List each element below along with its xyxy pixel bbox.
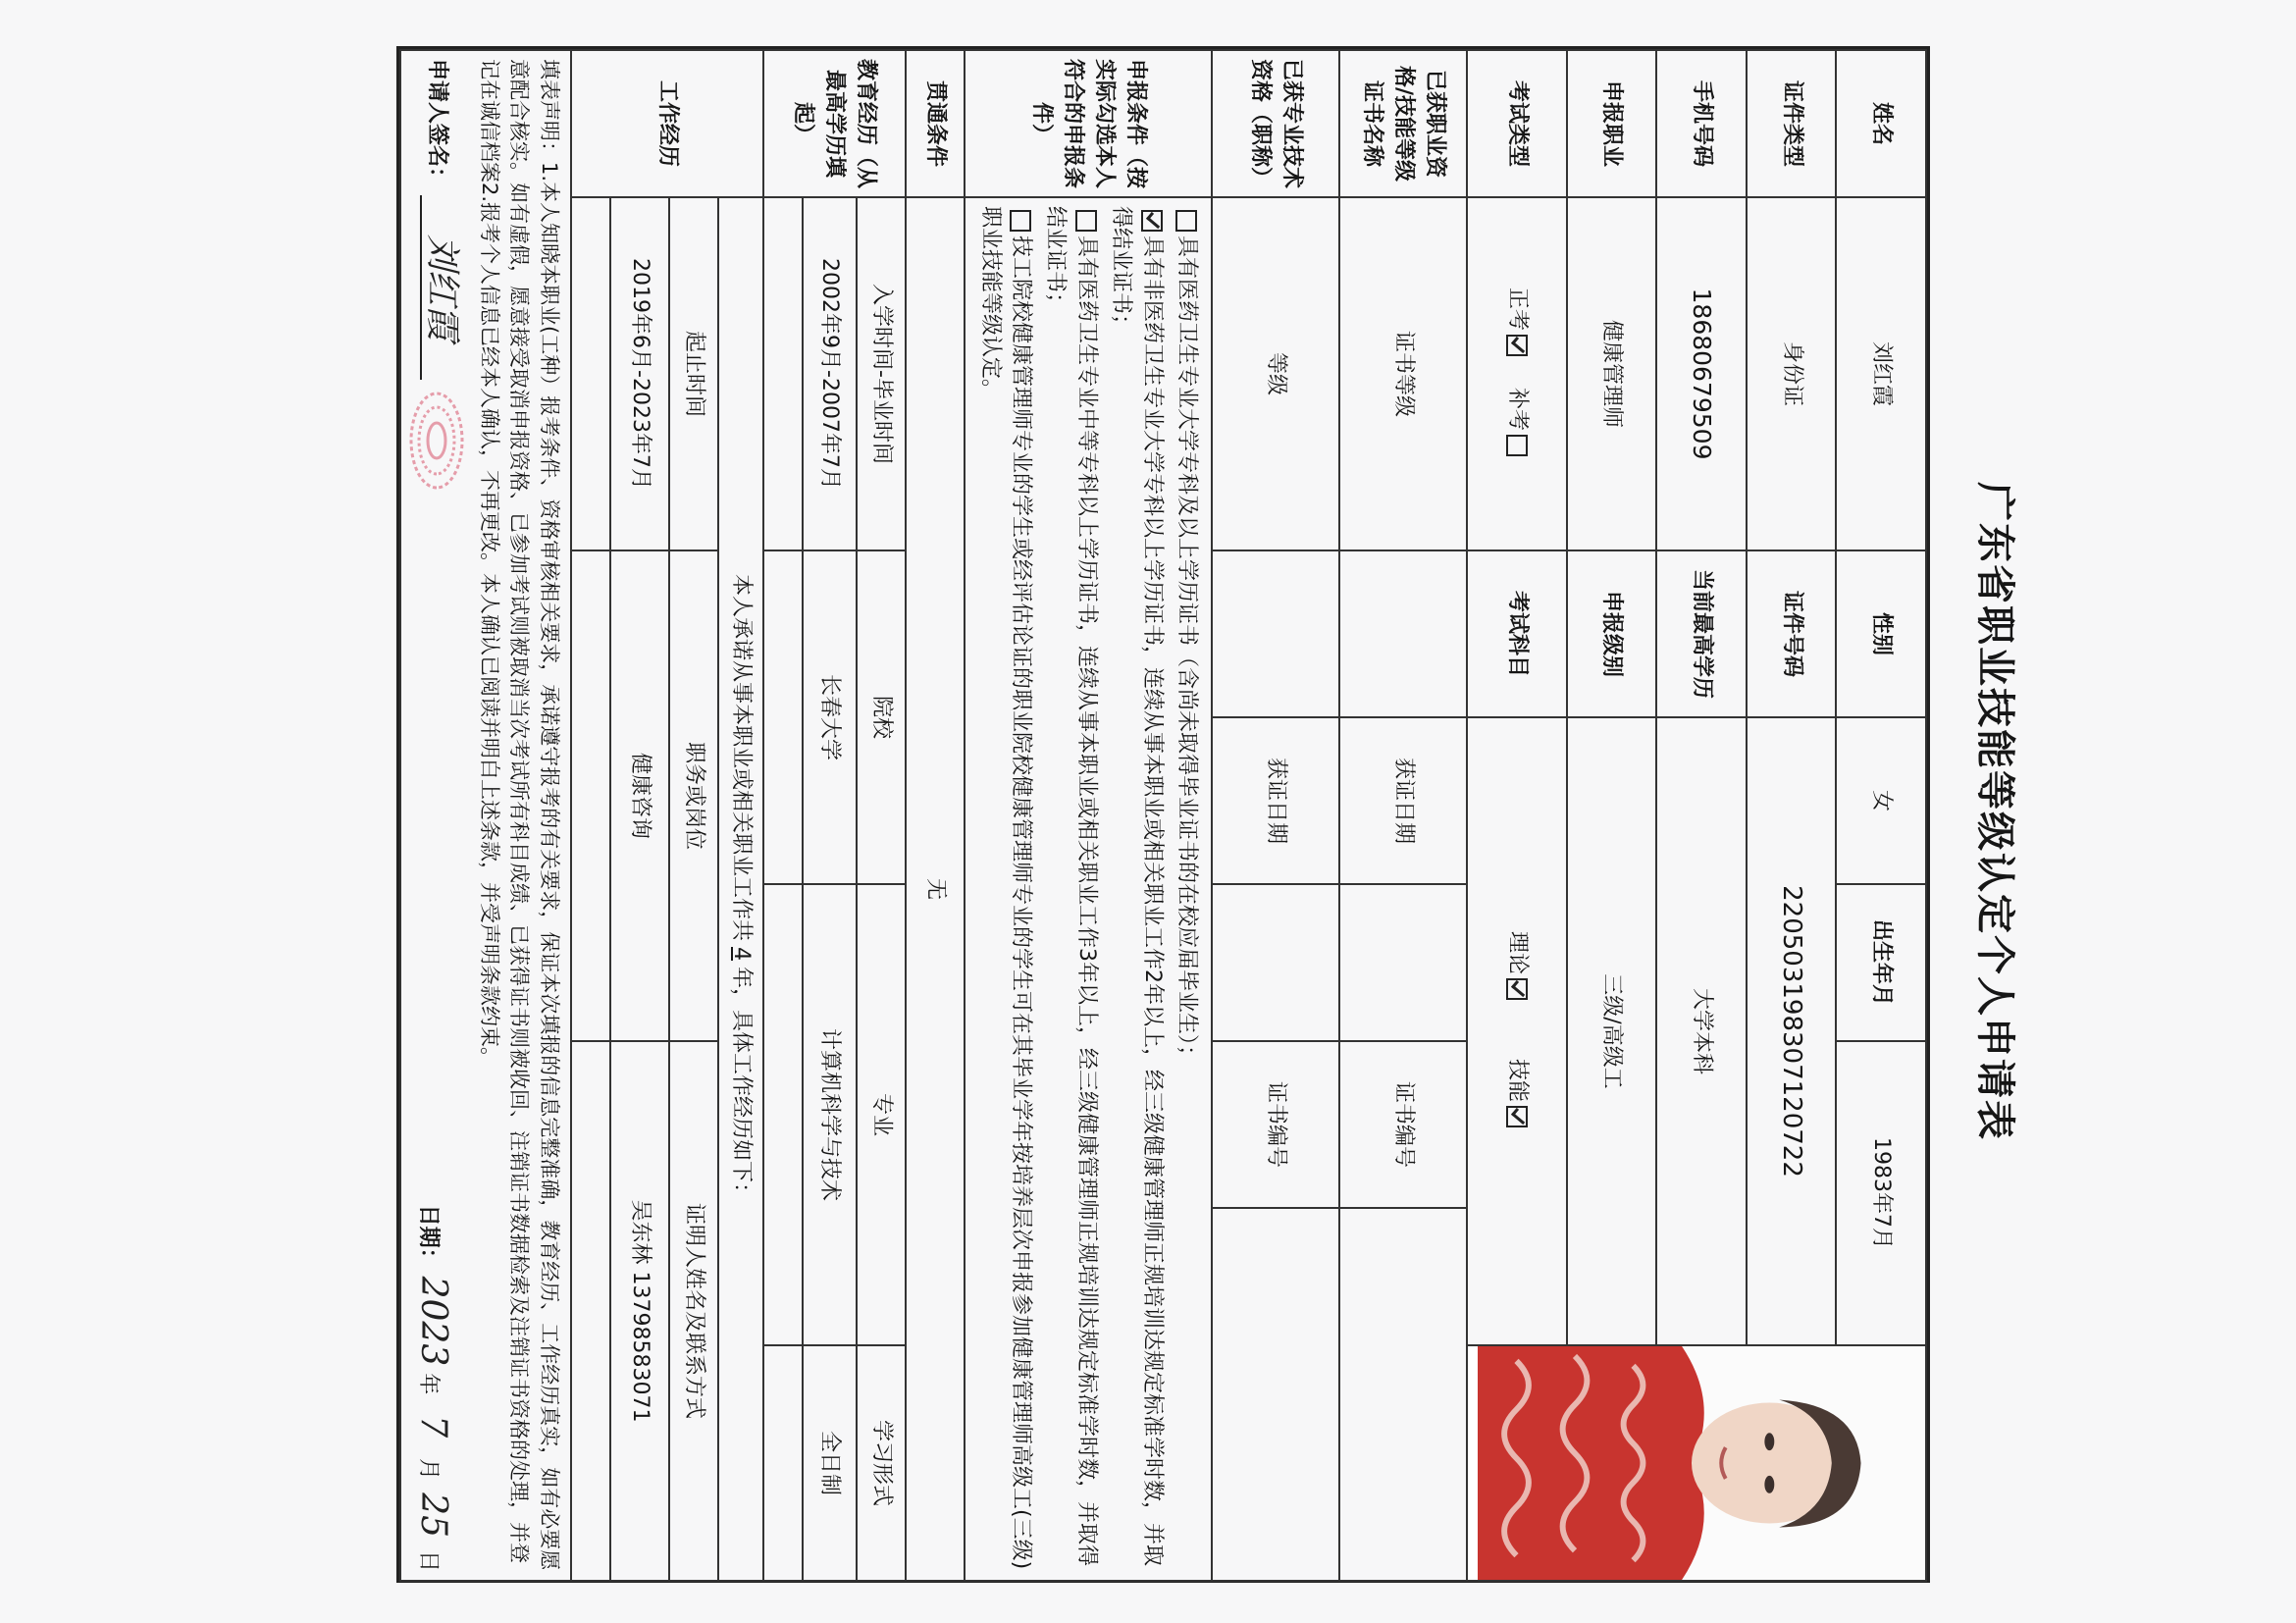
photo-cell	[1467, 1345, 1926, 1581]
date-block	[407, 1205, 458, 1572]
edu-row-major: 计算机科学与技术	[803, 884, 857, 1345]
gender-value: 女	[1836, 717, 1926, 884]
through-value: 无	[906, 197, 965, 1581]
condition-item	[1171, 206, 1202, 1572]
work-empty-cell	[571, 550, 610, 1041]
conditions-list	[965, 197, 1212, 1581]
job-value: 健康管理师	[1567, 197, 1657, 550]
exam-type-opt-makeup: 补考	[1504, 388, 1530, 432]
subject-theory-checkbox[interactable]	[1506, 978, 1528, 1000]
condition-text-2: 具有非医药卫生专业大学专科以上学历证书，连续从事本职业或相关职业工作2年以上，经三级健康管理师正规培训达规定标准学时数，并取得结业证书；	[1109, 206, 1166, 1567]
work-empty-cell	[571, 197, 610, 550]
work-label: 工作经历	[571, 50, 763, 197]
work-row-time: 2019年6月-2023年7月	[610, 197, 669, 550]
edu-row-school: 长春大学	[803, 550, 857, 884]
condition-checkbox-2[interactable]	[1141, 210, 1163, 232]
cert-level-value	[1339, 550, 1467, 717]
subject-opt-theory: 理论	[1504, 931, 1530, 975]
work-intro	[718, 197, 763, 1581]
date-month-unit: 月	[415, 1458, 441, 1481]
name-value: 刘红霞	[1836, 197, 1926, 550]
edu-level-value: 大学本科	[1656, 717, 1747, 1345]
phone-label: 手机号码	[1656, 50, 1747, 197]
id-type-value: 身份证	[1747, 197, 1837, 550]
phone-value: 18680679509	[1656, 197, 1747, 550]
condition-checkbox-4[interactable]	[1011, 210, 1032, 232]
condition-item	[1040, 206, 1103, 1572]
edu-header-school: 院校	[857, 550, 906, 884]
date-day: 25	[412, 1492, 453, 1538]
title-no-label: 证书编号	[1212, 1041, 1339, 1208]
form-title: 广东省职业技能等级认定个人申请表	[1972, 482, 2018, 1141]
work-intro-suffix: 年，具体工作经历如下：	[728, 967, 754, 1205]
held-cert-label: 已获职业资格/技能等级证书名称	[1339, 50, 1467, 197]
cert-date-label: 获证日期	[1339, 717, 1467, 884]
id-number-label: 证件号码	[1747, 550, 1837, 717]
condition-item	[974, 206, 1037, 1572]
form-table	[396, 46, 1930, 1583]
date-month: 7	[412, 1415, 453, 1439]
edu-header-form: 学习形式	[857, 1345, 906, 1581]
exam-type-makeup-checkbox[interactable]	[1506, 435, 1528, 456]
edu-level-label: 当前最高学历	[1656, 550, 1747, 717]
date-label: 日期：	[415, 1204, 441, 1270]
condition-checkbox-3[interactable]	[1075, 210, 1097, 232]
birth-label: 出生年月	[1836, 884, 1926, 1041]
work-intro-prefix: 本人承诺从事本职业或相关职业工作共	[728, 573, 754, 941]
job-label: 申报职业	[1567, 50, 1657, 197]
held-title-label: 已获专业技术资格（职称）	[1212, 50, 1339, 197]
applicant-photo	[1468, 1346, 1925, 1580]
work-empty-cell	[571, 1041, 610, 1581]
edu-empty-cell	[763, 1345, 803, 1581]
title-date-value	[1212, 884, 1339, 1041]
signature: 刘红霞	[420, 195, 462, 380]
signature-row	[407, 59, 467, 1572]
cert-level-label: 证书等级	[1339, 197, 1467, 550]
gender-label: 性别	[1836, 550, 1926, 717]
subject-opt-skill: 技能	[1504, 1058, 1530, 1102]
fingerprint-stamp	[407, 387, 466, 495]
declaration-cell	[400, 50, 571, 1581]
title-date-label: 获证日期	[1212, 717, 1339, 884]
title-level-label: 等级	[1212, 197, 1339, 550]
work-header-post: 职务或岗位	[669, 550, 718, 1041]
signature-block	[407, 59, 467, 495]
subject-skill-checkbox[interactable]	[1506, 1106, 1528, 1127]
title-level-value	[1212, 550, 1339, 717]
edu-row-time: 2002年9月-2007年7月	[803, 197, 857, 550]
cert-date-value	[1339, 884, 1467, 1041]
condition-text-1: 具有医药卫生专业大学专科及以上学历证书（含尚未取得毕业证书的在校应届毕业生）；	[1174, 236, 1199, 1068]
date-year-unit: 年	[415, 1373, 441, 1395]
work-row-post: 健康咨询	[610, 550, 669, 1041]
declaration-text: 填表声明：1.本人知晓本职业(工种）报考条件、资格审核相关要求，承诺遵守报考的有关要求，保证本次填报的信息完整准确，教育经历、工作经历真实，如有必要愿意配合核实。如有虚假，愿意接受取消申报资格、已参加考试则被取消当次考试所有科目成绩、已获得证书则被收回、注销证书数据检索及注销证书资格的处理，并登记在诚信档案2.报考个人信息已经本人确认，不再更改。本人确认已阅读并明白上述条款，并受声明条款约束。	[477, 59, 561, 1571]
edu-row-form: 全日制	[803, 1345, 857, 1581]
exam-subject-label: 考试科目	[1467, 550, 1567, 717]
work-row-witness: 吴东林 13798583071	[610, 1041, 669, 1581]
cert-no-value	[1339, 1208, 1467, 1581]
edu-empty-cell	[763, 197, 803, 550]
edu-empty-cell	[763, 884, 803, 1345]
work-header-time: 起止时间	[669, 197, 718, 550]
through-label: 贯通条件	[906, 50, 965, 197]
condition-checkbox-1[interactable]	[1175, 210, 1197, 232]
work-years: 4	[728, 947, 754, 961]
id-type-label: 证件类型	[1747, 50, 1837, 197]
edu-header-major: 专业	[857, 884, 906, 1345]
work-header-witness: 证明人姓名及联系方式	[669, 1041, 718, 1581]
condition-text-4: 技工院校健康管理师专业的学生或经评估论证的职业院校健康管理师专业的学生可在其毕业学年按培养层次申报参加健康管理师高级工(三级)职业技能等级认定。	[977, 206, 1034, 1570]
date-day-unit: 日	[415, 1550, 441, 1573]
condition-item	[1105, 206, 1168, 1572]
birth-value: 1983年7月	[1836, 1041, 1926, 1345]
exam-type-opt-regular: 正考	[1504, 288, 1530, 332]
exam-type-label: 考试类型	[1467, 50, 1567, 197]
condition-text-3: 具有医药卫生专业中等专科以上学历证书，连续从事本职业或相关职业工作3年以上，经三级健康管理师正规培训达规定标准学时数，并取得结业证书；	[1043, 206, 1100, 1567]
edu-empty-cell	[763, 550, 803, 884]
edu-header-time: 入学时间-毕业时间	[857, 197, 906, 550]
apply-level-value: 三级/高级工	[1567, 717, 1657, 1345]
signature-label: 申请人签名：	[424, 59, 449, 189]
name-label: 姓名	[1836, 50, 1926, 197]
application-form-page	[248, 17, 2048, 1606]
apply-level-label: 申报级别	[1567, 550, 1657, 717]
exam-type-regular-checkbox[interactable]	[1506, 335, 1528, 356]
cert-no-label: 证书编号	[1339, 1041, 1467, 1208]
education-label: 教育经历（从最高学历填起）	[763, 50, 906, 197]
id-number-value: 220503198307120722	[1747, 717, 1837, 1345]
conditions-label: 申报条件（按实际勾选本人符合的申报条件）	[965, 50, 1212, 197]
exam-type-options	[1467, 197, 1567, 550]
exam-subject-options	[1467, 717, 1567, 1345]
date-year: 2023	[412, 1276, 453, 1367]
title-no-value	[1212, 1208, 1339, 1581]
